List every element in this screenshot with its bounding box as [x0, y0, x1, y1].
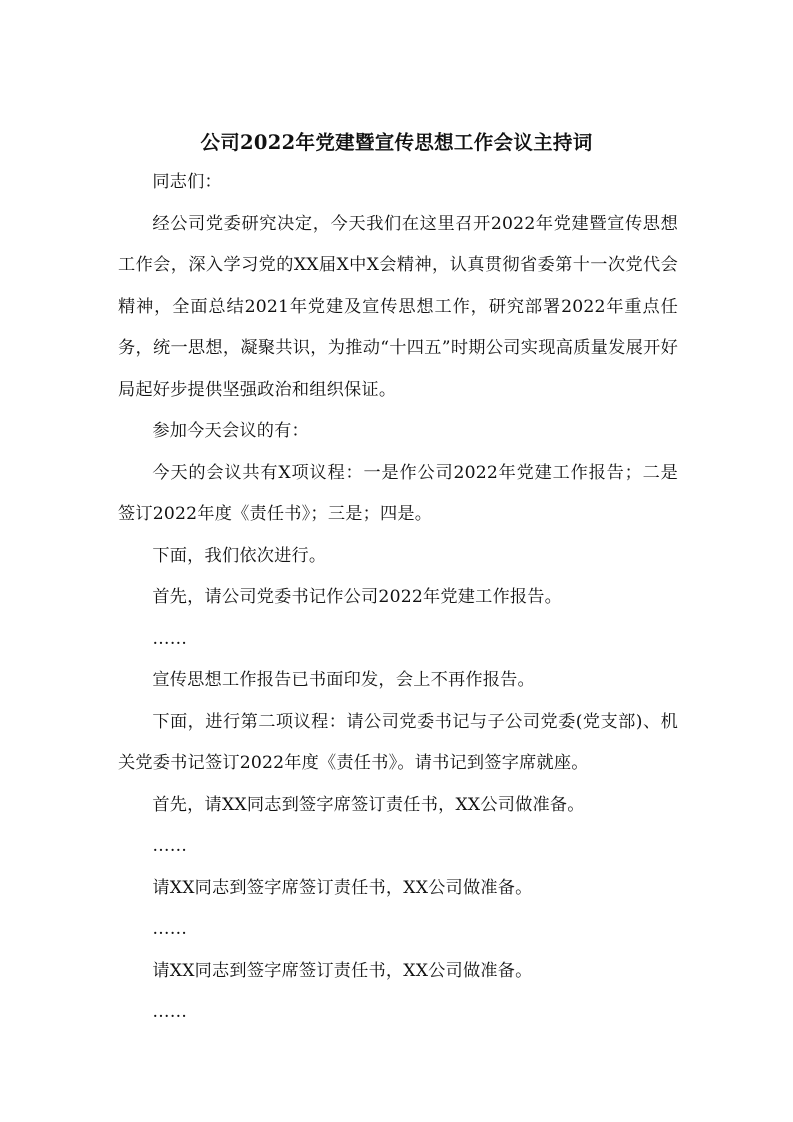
- paragraph-greeting: 同志们：: [152, 172, 222, 192]
- document-title: 公司2022年党建暨宣传思想工作会议主持词: [200, 131, 593, 154]
- document-body: [118, 162, 678, 1034]
- paragraph-signing: 请XX同志到签字席签订责任书，XX公司做准备。: [152, 877, 533, 898]
- paragraph-report: 首先，请公司党委书记作公司2022年党建工作报告。: [152, 587, 563, 607]
- paragraph-attendees: 参加今天会议的有：: [152, 421, 309, 441]
- paragraph-ellipsis: ……: [152, 1002, 188, 1022]
- paragraph-ellipsis: ……: [152, 628, 188, 649]
- paragraph-second-agenda: 下面，进行第二项议程：请公司党委书记与子公司党委(党支部)、机关党委书记签订2022年度《责任书》。请书记到签字席就座。: [118, 711, 678, 773]
- paragraph-ellipsis: ……: [152, 836, 188, 856]
- paragraph-signing: 请XX同志到签字席签订责任书，XX公司做准备。: [152, 960, 533, 981]
- paragraph-intro: 经公司党委研究决定，今天我们在这里召开2022年党建暨宣传思想工作会，深入学习党的XX届X中X会精神，认真贯彻省委第十一次党代会精神，全面总结2021年党建及宣传思想工作，研究部署2022年重点任务，统一思想，凝聚共识，为推动“十四五”时期公司实现高质量发展开好局起好步提供坚强政治和组织保证。: [118, 213, 678, 400]
- paragraph-printed-report: 宣传思想工作报告已书面印发，会上不再作报告。: [152, 670, 535, 690]
- paragraph-ellipsis: ……: [152, 919, 188, 939]
- paragraph-agenda: 今天的会议共有X项议程：一是作公司2022年党建工作报告；二是签订2022年度《责任书》；三是；四是。: [118, 462, 678, 524]
- paragraph-signing-first: 首先，请XX同志到签字席签订责任书，XX公司做准备。: [152, 794, 585, 815]
- paragraph-proceed: 下面，我们依次进行。: [152, 545, 327, 566]
